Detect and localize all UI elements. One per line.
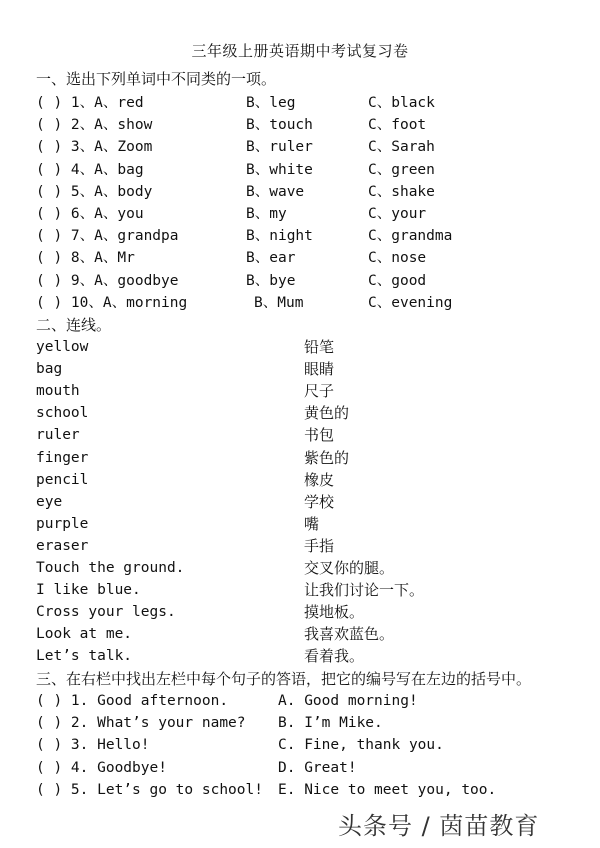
option-a: ( ) 3、A、Zoom: [36, 139, 153, 156]
option-b: B、white: [246, 161, 313, 178]
chinese-term: 紫色的: [304, 448, 350, 467]
page-title: 三年级上册英语期中考试复习卷: [191, 42, 409, 60]
option-c: C、Sarah: [368, 139, 435, 156]
english-term: mouth: [36, 383, 80, 400]
chinese-term: 铅笔: [304, 338, 335, 356]
option-b: B、Mum: [254, 294, 304, 311]
option-c: C、good: [368, 272, 427, 289]
chinese-term: 让我们讨论一下。: [304, 581, 425, 600]
chinese-term: 手指: [304, 536, 335, 555]
option-a: ( ) 2、A、show: [36, 117, 153, 134]
option-c: C、your: [368, 206, 427, 222]
option-a: ( ) 1、A、red: [36, 95, 144, 111]
option-a: ( ) 5、A、body: [36, 183, 153, 200]
english-term: eraser: [36, 537, 89, 554]
option-a: ( ) 7、A、grandpa: [36, 228, 179, 245]
option-c: C、green: [368, 161, 435, 178]
response-option: D. Great!: [278, 759, 357, 776]
chinese-term: 眼睛: [304, 360, 335, 379]
sentence: ( ) 4. Goodbye!: [36, 759, 167, 776]
english-term: Let’s talk.: [36, 648, 133, 665]
option-a: ( ) 8、A、Mr: [36, 250, 135, 267]
chinese-term: 橡皮: [304, 470, 335, 489]
option-c: C、black: [368, 95, 435, 111]
chinese-term: 黄色的: [304, 404, 350, 423]
option-a: ( ) 9、A、goodbye: [36, 272, 179, 289]
chinese-term: 我喜欢蓝色。: [304, 625, 395, 644]
option-c: C、shake: [368, 183, 435, 200]
english-term: eye: [36, 493, 63, 510]
option-b: B、ruler: [246, 139, 313, 156]
option-c: C、nose: [368, 250, 427, 267]
option-c: C、grandma: [368, 228, 453, 245]
english-term: ruler: [36, 427, 80, 444]
english-term: bag: [36, 361, 63, 378]
chinese-term: 看着我。: [304, 647, 365, 666]
option-b: B、my: [246, 206, 287, 222]
section-2-heading: 二、连线。: [36, 316, 112, 334]
english-term: pencil: [36, 471, 89, 488]
sentence: ( ) 3. Hello!: [36, 737, 150, 754]
chinese-term: 尺子: [304, 382, 335, 401]
response-option: B. I’m Mike.: [278, 715, 383, 732]
english-term: finger: [36, 449, 89, 466]
watermark: 头条号 / 茵苗教育: [338, 812, 540, 840]
sentence: ( ) 2. What’s your name?: [36, 715, 246, 732]
chinese-term: 摸地板。: [304, 603, 365, 622]
english-term: Look at me.: [36, 626, 133, 643]
response-option: C. Fine, thank you.: [278, 737, 444, 754]
section-1-heading: 一、选出下列单词中不同类的一项。: [36, 70, 277, 88]
english-term: Cross your legs.: [36, 604, 176, 621]
sentence: ( ) 1. Good afternoon.: [36, 693, 229, 709]
english-term: purple: [36, 515, 89, 532]
chinese-term: 学校: [304, 492, 335, 511]
english-term: yellow: [36, 339, 89, 355]
chinese-term: 嘴: [304, 514, 320, 533]
sentence: ( ) 5. Let’s go to school!: [36, 781, 263, 798]
option-b: B、bye: [246, 272, 296, 289]
option-c: C、foot: [368, 117, 427, 134]
option-b: B、night: [246, 228, 313, 245]
chinese-term: 书包: [304, 426, 335, 445]
option-a: ( ) 6、A、you: [36, 206, 144, 222]
english-term: Touch the ground.: [36, 560, 185, 576]
response-option: E. Nice to meet you, too.: [278, 781, 497, 798]
option-c: C、evening: [368, 294, 453, 311]
section-3-heading: 三、在右栏中找出左栏中每个句子的答语，把它的编号写在左边的括号中。: [36, 670, 532, 688]
option-b: B、ear: [246, 250, 296, 267]
option-b: B、touch: [246, 117, 313, 134]
english-term: school: [36, 405, 89, 422]
option-b: B、leg: [246, 95, 296, 111]
chinese-term: 交叉你的腿。: [304, 559, 395, 577]
response-option: A. Good morning!: [278, 693, 418, 709]
option-b: B、wave: [246, 183, 305, 200]
option-a: ( ) 4、A、bag: [36, 161, 144, 178]
english-term: I like blue.: [36, 582, 141, 599]
option-a: ( ) 10、A、morning: [36, 294, 188, 311]
